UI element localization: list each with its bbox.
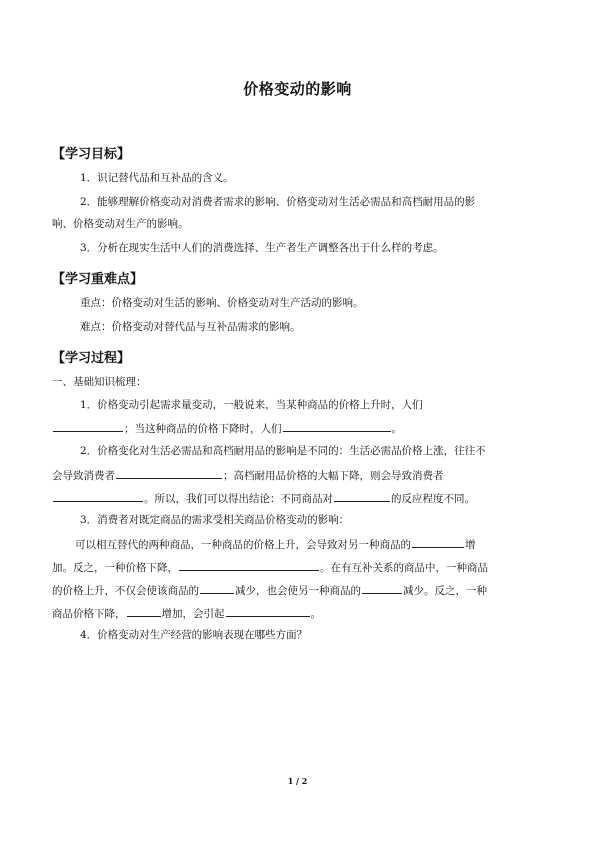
- question-2-line-3: 。所以，我们可以得出结论：不同商品对 的反应程度不同。: [52, 490, 475, 506]
- question-3-line-2: 可以相互替代的两种商品，一种商品的价格上升，会导致对另一种商品的 增: [75, 536, 476, 552]
- page-title: 价格变动的影响: [243, 80, 352, 98]
- section-heading-key-points: 【学习重难点】: [52, 272, 144, 287]
- question-2-line-2: 会导致消费者 ；高档耐用品价格的大幅下降，则会导致消费者: [52, 467, 444, 483]
- fill-blank[interactable]: [53, 420, 123, 432]
- question-3-line-1: 3．消费者对既定商品的需求受相关商品价格变动的影响：: [80, 514, 350, 526]
- fill-blank[interactable]: [200, 582, 234, 594]
- goal-item-2-line-2: 响、价格变动对生产的影响。: [52, 218, 189, 230]
- process-intro: 一、基础知识梳理：: [52, 376, 147, 388]
- section-heading-process: 【学习过程】: [52, 351, 131, 366]
- question-3-line-3: 加。反之，一种价格下降， 。在有互补关系的商品中，一种商品: [52, 559, 488, 575]
- fill-blank[interactable]: [53, 490, 143, 502]
- key-focus: 重点：价格变动对生活的影响、价格变动对生产活动的影响。: [80, 297, 364, 309]
- section-heading-goals: 【学习目标】: [52, 147, 131, 162]
- question-2-line-1: 2．价格变化对生活必需品和高档耐用品的影响是不同的：生活必需品价格上涨，往往不: [80, 445, 486, 457]
- fill-blank[interactable]: [412, 536, 464, 548]
- question-1-line-1: 1．价格变动引起需求量变动，一般说来，当某种商品的价格上升时，人们: [80, 399, 423, 411]
- goal-item-2-line-1: 2．能够理解价格变动对消费者需求的影响、价格变动对生活必需品和高档耐用品的影: [80, 196, 476, 208]
- question-4: 4．价格变动对生产经营的影响表现在哪些方面？: [80, 629, 308, 641]
- question-1-line-2: ；当这种商品的价格下降时，人们 。: [52, 420, 402, 436]
- page-number: 1 / 2: [287, 776, 308, 786]
- fill-blank[interactable]: [179, 559, 319, 571]
- question-3-line-4: 的价格上升，不仅会使该商品的 减少，也会使另一种商品的 减少。反之，一种: [52, 582, 487, 598]
- fill-blank[interactable]: [362, 582, 402, 594]
- fill-blank[interactable]: [226, 605, 310, 617]
- fill-blank[interactable]: [116, 467, 222, 479]
- question-3-line-5: 商品价格下降， 增加，会引起 。: [52, 605, 321, 621]
- fill-blank[interactable]: [283, 420, 391, 432]
- fill-blank[interactable]: [127, 605, 161, 617]
- key-difficulty: 难点：价格变动对替代品与互补品需求的影响。: [80, 321, 301, 333]
- fill-blank[interactable]: [334, 490, 390, 502]
- goal-item-1: 1．识记替代品和互补品的含义。: [80, 172, 234, 184]
- goal-item-3: 3．分析在现实生活中人们的消费选择、生产者生产调整各出于什么样的考虑。: [80, 242, 444, 254]
